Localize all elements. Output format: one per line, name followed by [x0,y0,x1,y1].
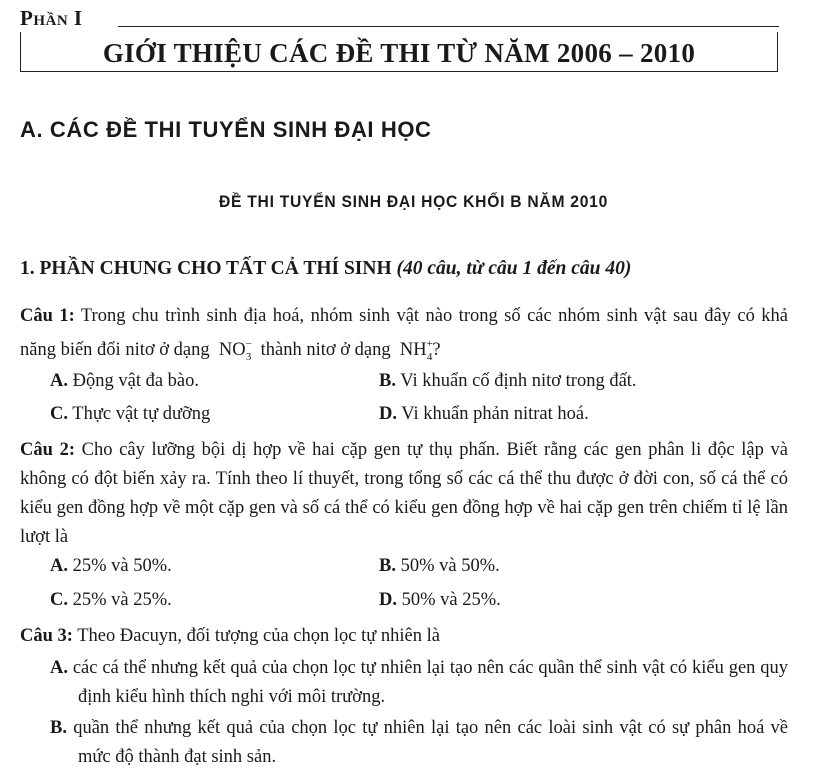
option-3b: B. quần thể nhưng kết quả của chọn lọc tự nhiên lại tạo nên các loài sinh vật có sự phân hoá về mức độ thành đạt sinh sản. [50,718,789,767]
question-label: Câu 1: [20,306,75,326]
option-2c: C. 25% và 25%. [50,590,172,610]
section-heading: A. CÁC ĐỀ THI TUYỂN SINH ĐẠI HỌC [20,117,432,142]
chem-formula-nh4: $NH^+_4$ [399,338,433,363]
option-1d: D. Vi khuẩn phản nitrat hoá. [379,404,589,424]
option-2d: D. 50% và 25%. [379,590,501,610]
part-label: Phần I [20,6,83,30]
question-2 [20,436,788,552]
option-1a: A. Động vật đa bào. [50,371,200,391]
option-2b: B. 50% và 50%. [379,556,500,576]
question-text: Cho cây lưỡng bội dị hợp về hai cặp gen tự thụ phấn. Biết rằng các gen phân li độc lập và không có đột biến xảy ra. Tính theo lí thuyết, trong tổng số các cá thể thu được ở đời con, số cá thể có kiểu gen đồng hợp về một cặp gen và số cá thể có kiểu gen đồng hợp về hai cặp gen trên chiếm tỉ lệ lần lượt là [20,440,788,547]
option-1c: C. Thực vật tự dưỡng [50,404,211,424]
part-heading [20,258,631,280]
part-heading-text: 1. PHẦN CHUNG CHO TẤT CẢ THÍ SINH [20,258,392,279]
chapter-title: GIỚI THIỆU CÁC ĐỀ THI TỪ NĂM 2006 – 2010 [102,38,696,68]
question-text-middle: thành nitơ ở dạng [260,340,391,361]
option-1b: B. Vi khuẩn cố định nitơ trong đất. [379,371,637,391]
question-text-end: ? [432,340,441,361]
part-divider [118,26,779,27]
exam-title: ĐỀ THI TUYỂN SINH ĐẠI HỌC KHỐI B NĂM 2010 [218,192,609,211]
option-3a: A. các cá thể nhưng kết quả của chọn lọc tự nhiên lại tạo nên các quần thể sinh vật có kiểu gen quy định kiểu hình thích nghi với môi trường. [50,658,788,707]
part-heading-note: (40 câu, từ câu 1 đến câu 40) [396,258,632,279]
question-text: Trong chu trình sinh địa hoá, nhóm sinh vật nào trong số các nhóm sinh vật sau đây có khả năng biến đổi nitơ ở dạng [20,306,788,361]
question-1 [20,302,788,372]
question-label: Câu 3: [20,626,73,646]
question-label: Câu 2: [20,440,75,460]
chem-formula-no3: $NO^-_3$ [218,338,252,363]
question-3 [20,622,788,651]
option-2a: A. 25% và 50%. [50,556,172,576]
question-text: Theo Đacuyn, đối tượng của chọn lọc tự nhiên là [77,626,440,646]
